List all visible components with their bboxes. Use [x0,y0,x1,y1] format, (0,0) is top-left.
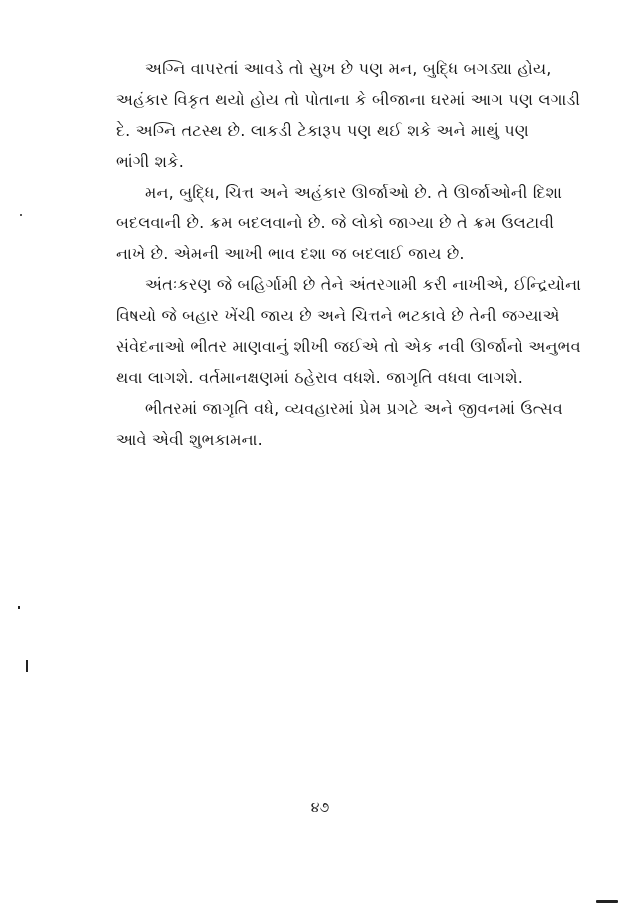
paragraph-3-line-3: સંવેદનાઓ ભીતર માણવાનું શીખી જઈએ તો એક નવી ઊર્જાનો અનુભવ [116,337,581,356]
paragraph-2-line-2: બદલવાની છે. ક્રમ બદલવાનો છે. જે લોકો જાગ્યા છે તે ક્રમ ઉલટાવી [116,213,555,232]
paragraph-2-line-1: મન, બુદ્ધિ, ચિત્ત અને અહંકાર ઊર્જાઓ છે. તે ઊર્જાઓની દિશા [145,183,563,202]
page-number: ૪૭ [310,800,330,816]
paragraph-2-line-3: નાખે છે. એમની આખી ભાવ દશા જ બદલાઈ જાય છે. [116,244,465,263]
scan-speck [18,606,20,609]
scan-speck [26,660,28,672]
paragraph-1-line-1: અગ્નિ વાપરતાં આવડે તો સુખ છે પણ મન, બુદ્ધિ બગડ્યા હોય, [145,59,552,78]
paragraph-3-line-1: અંતઃકરણ જે બહિર્ગામી છે તેને અંતરગામી કરી નાખીએ, ઈન્દ્રિયોના [145,275,582,294]
paragraph-1-line-4: ભાંગી શકે. [116,152,184,171]
paragraph-4-line-1: ભીતરમાં જાગૃતિ વધે, વ્યવહારમાં પ્રેમ પ્રગટે અને જીવનમાં ઉત્સવ [145,399,563,418]
scan-speck [20,214,22,216]
scan-corner-mark [596,900,618,903]
paragraph-1-line-2: અહંકાર વિકૃત થયો હોય તો પોતાના કે બીજાના ઘરમાં આગ પણ લગાડી [116,90,581,109]
paragraph-3-line-2: વિષયો જે બહાર ખેંચી જાય છે અને ચિત્તને ભટકાવે છે તેની જગ્યાએ [116,306,560,325]
paragraph-3-line-4: થવા લાગશે. વર્તમાનક્ષણમાં ઠહેરાવ વધશે. જાગૃતિ વધવા લાગશે. [116,368,524,387]
paragraph-1-line-3: દે. અગ્નિ તટસ્થ છે. લાકડી ટેકારૂપ પણ થઈ શકે અને માથું પણ [116,121,529,140]
paragraph-4-line-2: આવે એવી શુભકામના. [116,430,263,449]
